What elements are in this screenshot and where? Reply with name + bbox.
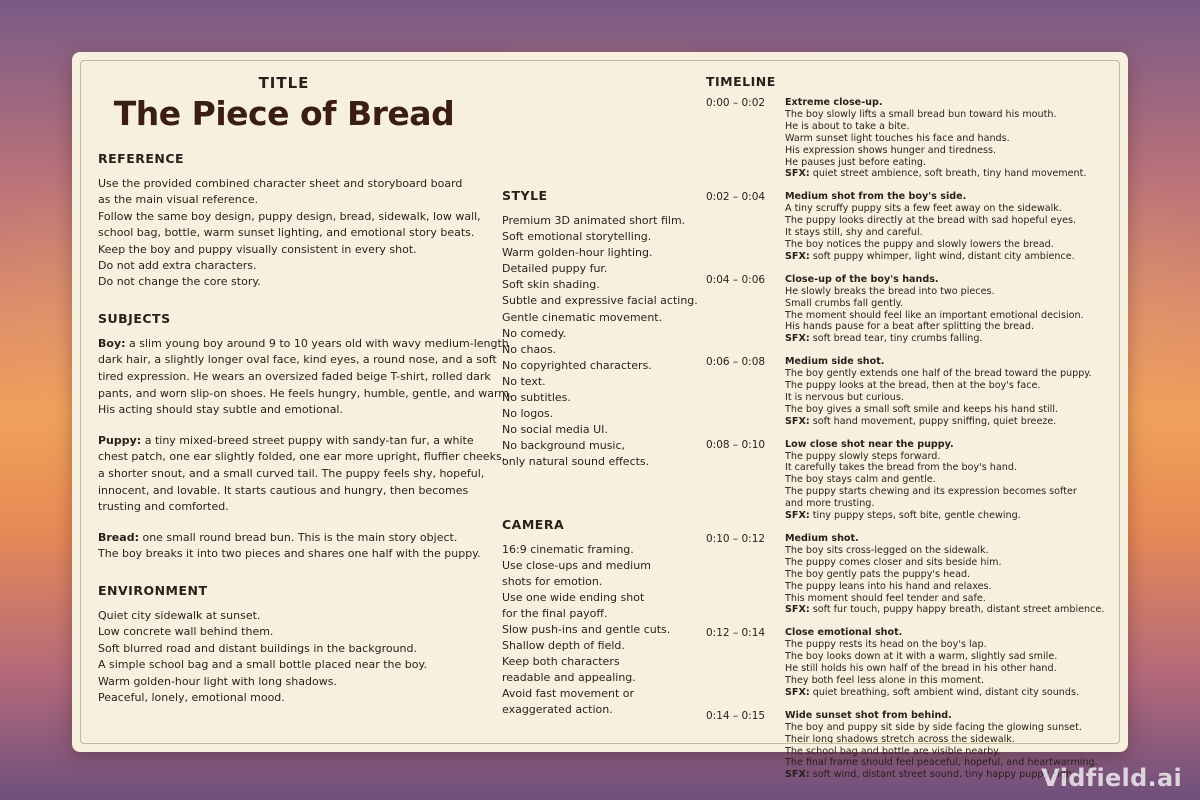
sfx-text: soft hand movement, puppy sniffing, quiet breeze. xyxy=(812,415,1057,427)
timeline-shot: Close-up of the boy's hands. xyxy=(785,273,939,285)
middle-column xyxy=(502,188,698,719)
subject-line: a shorter snout, and a small curved tail. The puppy feels shy, hopeful, xyxy=(98,467,485,480)
timeline-time: 0:12 – 0:14 xyxy=(706,627,766,640)
environment-heading: ENVIRONMENT xyxy=(98,582,208,598)
style-line: No background music, xyxy=(502,439,626,453)
subject-name: Boy: xyxy=(98,336,126,350)
style-line: Warm golden-hour lighting. xyxy=(502,246,653,260)
timeline-line: He still holds his own half of the bread in his other hand. xyxy=(785,663,1057,675)
timeline-line: Small crumbs fall gently. xyxy=(785,297,903,309)
subjects-heading: SUBJECTS xyxy=(98,310,171,326)
timeline-body xyxy=(785,191,1114,262)
subject-line: His acting should stay subtle and emotional. xyxy=(98,403,343,417)
timeline-time: 0:02 – 0:04 xyxy=(706,191,766,204)
timeline-line: The boy slowly lifts a small bread bun toward his mouth. xyxy=(785,108,1057,120)
subjects-section xyxy=(98,310,513,563)
timeline-line: He is about to take a bite. xyxy=(785,120,910,132)
timeline-line: and more trusting. xyxy=(785,498,875,510)
subject-line: tired expression. He wears an oversized faded beige T-shirt, rolled dark xyxy=(98,370,491,384)
timeline-sfx xyxy=(785,251,1114,263)
style-line: Soft skin shading. xyxy=(502,278,600,292)
timeline-time: 0:06 – 0:08 xyxy=(706,356,766,369)
timeline-sfx xyxy=(785,168,1114,180)
environment-section xyxy=(98,583,470,706)
timeline-line: The boy gives a small soft smile and keeps his hand still. xyxy=(785,403,1059,415)
timeline-line: The puppy comes closer and sits beside him. xyxy=(785,556,1002,568)
style-line: only natural sound effects. xyxy=(502,455,650,469)
timeline-time: 0:00 – 0:02 xyxy=(706,97,766,109)
title-label: TITLE xyxy=(258,74,310,92)
timeline-column xyxy=(706,74,1114,792)
timeline-line: The puppy leans into his hand and relaxes. xyxy=(785,580,992,592)
timeline-body xyxy=(785,97,1114,180)
reference-section xyxy=(98,151,481,291)
sfx-text: soft puppy whimper, light wind, distant city ambience. xyxy=(812,250,1075,262)
camera-line: 16:9 cinematic framing. xyxy=(502,542,634,556)
timeline-sfx xyxy=(785,510,1114,522)
sfx-label: SFX: xyxy=(785,333,810,345)
timeline-line: The puppy looks at the bread, then at the boy's face. xyxy=(785,380,1041,392)
style-line: Premium 3D animated short film. xyxy=(502,214,686,227)
camera-line: Keep both characters xyxy=(502,655,620,669)
style-line: Gentle cinematic movement. xyxy=(502,310,663,324)
reference-heading: REFERENCE xyxy=(98,151,185,166)
timeline-line: The boy sits cross-legged on the sidewalk. xyxy=(785,544,989,556)
camera-line: Use one wide ending shot xyxy=(502,590,645,604)
subject-line: one small round bread bun. This is the main story object. xyxy=(142,530,458,544)
timeline-line: It is nervous but curious. xyxy=(785,391,904,403)
timeline-body xyxy=(785,533,1114,616)
timeline-entry xyxy=(706,97,1114,180)
timeline-line: His hands pause for a beat after splitting the bread. xyxy=(785,321,1035,333)
environment-line: Low concrete wall behind them. xyxy=(98,625,274,639)
camera-line: exaggerated action. xyxy=(502,703,613,717)
sfx-label: SFX: xyxy=(785,604,810,616)
timeline-body xyxy=(785,439,1114,522)
subject-line: dark hair, a slightly longer oval face, kind eyes, a round nose, and a soft xyxy=(98,353,497,367)
sfx-text: soft bread tear, tiny crumbs falling. xyxy=(812,333,983,345)
reference-line: Keep the boy and puppy visually consistent in every shot. xyxy=(98,242,417,256)
timeline-shot: Medium shot. xyxy=(785,533,859,544)
environment-line: A simple school bag and a small bottle placed near the boy. xyxy=(98,658,427,672)
timeline-entry xyxy=(706,439,1114,522)
reference-line: Do not add extra characters. xyxy=(98,259,257,273)
subject-line: trusting and comforted. xyxy=(98,500,229,514)
timeline-line: The boy gently pats the puppy's head. xyxy=(785,568,971,580)
subject-puppy xyxy=(98,433,506,516)
timeline-line: They both feel less alone in this moment. xyxy=(785,674,985,686)
timeline-time: 0:10 – 0:12 xyxy=(706,533,766,545)
sfx-label: SFX: xyxy=(785,686,810,698)
style-line: Subtle and expressive facial acting. xyxy=(502,294,698,308)
camera-list xyxy=(502,542,692,719)
prompt-sheet-card xyxy=(72,52,1128,781)
camera-line: Use close-ups and medium xyxy=(502,558,651,572)
timeline-time: 0:08 – 0:10 xyxy=(706,438,766,451)
timeline-heading: TIMELINE xyxy=(706,74,776,89)
reference-line: as the main visual reference. xyxy=(98,193,259,207)
timeline-line: It stays still, shy and careful. xyxy=(785,227,923,239)
subject-line: pants, and worn slip-on shoes. He feels hungry, humble, gentle, and warm. xyxy=(98,386,513,400)
watermark-logo: Vidfield.ai xyxy=(1041,764,1182,792)
style-line: No copyrighted characters. xyxy=(502,358,652,372)
subject-line: a tiny mixed-breed street puppy with sandy-tan fur, a white xyxy=(144,433,474,447)
camera-line: Slow push-ins and gentle cuts. xyxy=(502,622,671,636)
timeline-body xyxy=(785,627,1114,698)
style-line: No subtitles. xyxy=(502,391,571,405)
camera-line: shots for emotion. xyxy=(502,574,603,588)
timeline-line: The boy notices the puppy and slowly lowers the bread. xyxy=(785,238,1054,250)
timeline-line: He pauses just before eating. xyxy=(785,156,927,168)
timeline-body xyxy=(785,274,1114,345)
environment-line: Quiet city sidewalk at sunset. xyxy=(98,608,261,622)
camera-section xyxy=(502,517,692,719)
subject-name: Puppy: xyxy=(98,433,142,447)
camera-line: Avoid fast movement or xyxy=(502,687,635,701)
timeline-line: The boy gently extends one half of the bread toward the puppy. xyxy=(785,368,1092,380)
timeline-line: This moment should feel tender and safe. xyxy=(785,592,986,604)
style-line: No social media UI. xyxy=(502,423,608,437)
timeline-line: Their long shadows stretch across the sidewalk. xyxy=(785,733,1015,745)
timeline-line: Warm sunset light touches his face and hands. xyxy=(785,132,1010,144)
reference-line: Follow the same boy design, puppy design, bread, sidewalk, low wall, xyxy=(98,209,481,223)
timeline-line: He slowly breaks the bread into two pieces. xyxy=(785,285,995,297)
timeline-line: His expression shows hunger and tiredness. xyxy=(785,144,997,156)
timeline-time: 0:14 – 0:15 xyxy=(706,709,766,722)
timeline-shot: Extreme close-up. xyxy=(785,97,883,108)
timeline-entry xyxy=(706,627,1114,698)
sfx-text: soft fur touch, puppy happy breath, distant street ambience. xyxy=(812,604,1105,616)
sfx-label: SFX: xyxy=(785,769,810,781)
subject-name: Bread: xyxy=(98,530,139,544)
timeline-sfx xyxy=(785,687,1114,699)
timeline-line: The puppy rests its head on the boy's lap. xyxy=(785,639,987,651)
style-section xyxy=(502,188,698,471)
style-heading: STYLE xyxy=(502,188,548,203)
reference-line: Use the provided combined character sheet and storyboard board xyxy=(98,177,463,190)
timeline-sfx xyxy=(785,604,1114,616)
timeline-shot: Close emotional shot. xyxy=(785,627,903,639)
sfx-label: SFX: xyxy=(785,168,810,180)
reference-line: Do not change the core story. xyxy=(98,275,261,289)
timeline-entry xyxy=(706,191,1114,262)
timeline-shot: Medium shot from the boy's side. xyxy=(785,191,967,203)
timeline-shot: Low close shot near the puppy. xyxy=(785,438,954,450)
timeline-line: The boy and puppy sit side by side facing the glowing sunset. xyxy=(785,721,1082,733)
timeline-line: It carefully takes the bread from the boy's hand. xyxy=(785,462,1017,474)
timeline-line: The moment should feel like an important emotional decision. xyxy=(785,309,1084,321)
timeline-shot: Medium side shot. xyxy=(785,356,885,368)
left-column xyxy=(98,74,513,726)
subject-line: innocent, and lovable. It starts cautious and hungry, then becomes xyxy=(98,483,469,497)
timeline-line: The puppy looks directly at the bread with sad hopeful eyes. xyxy=(785,215,1077,227)
timeline-entry xyxy=(706,356,1114,427)
environment-line: Soft blurred road and distant buildings in the background. xyxy=(98,641,418,655)
subject-bread xyxy=(98,530,481,563)
timeline-time: 0:04 – 0:06 xyxy=(706,273,766,286)
sfx-label: SFX: xyxy=(785,250,810,262)
timeline-line: The puppy starts chewing and its expression becomes softer xyxy=(785,486,1077,498)
style-line: Detailed puppy fur. xyxy=(502,262,608,276)
timeline-line: The final frame should feel peaceful, hopeful, and heartwarming. xyxy=(785,757,1098,769)
timeline-line: The puppy slowly steps forward. xyxy=(785,450,941,462)
environment-text xyxy=(98,608,470,706)
sfx-text: soft wind, distant street sound, tiny happy puppy sigh. xyxy=(812,769,1076,781)
subject-line: chest patch, one ear slightly folded, one ear more upright, fluffier cheeks, xyxy=(98,450,506,464)
style-line: No chaos. xyxy=(502,342,557,356)
timeline-list xyxy=(706,97,1114,781)
timeline-line: A tiny scruffy puppy sits a few feet away on the sidewalk. xyxy=(785,203,1062,215)
style-line: No comedy. xyxy=(502,326,567,340)
style-list xyxy=(502,213,698,471)
environment-line: Peaceful, lonely, emotional mood. xyxy=(98,691,285,704)
timeline-sfx xyxy=(785,416,1114,428)
environment-line: Warm golden-hour light with long shadows. xyxy=(98,674,337,688)
style-line: No logos. xyxy=(502,407,554,421)
timeline-sfx xyxy=(785,333,1114,345)
sfx-text: quiet breathing, soft ambient wind, distant city sounds. xyxy=(812,686,1080,698)
timeline-shot: Wide sunset shot from behind. xyxy=(785,709,952,721)
style-line: Soft emotional storytelling. xyxy=(502,230,652,244)
timeline-line: The school bag and bottle are visible nearby. xyxy=(785,745,1001,757)
camera-line: readable and appealing. xyxy=(502,671,636,685)
reference-line: school bag, bottle, warm sunset lighting, and emotional story beats. xyxy=(98,226,475,240)
camera-line: Shallow depth of field. xyxy=(502,639,625,653)
timeline-line: The boy looks down at it with a warm, slightly sad smile. xyxy=(785,651,1058,663)
timeline-entry xyxy=(706,274,1114,345)
sfx-text: tiny puppy steps, soft bite, gentle chewing. xyxy=(812,510,1021,522)
timeline-entry xyxy=(706,533,1114,616)
subject-line: a slim young boy around 9 to 10 years old with wavy medium-length xyxy=(129,336,509,350)
camera-line: for the final payoff. xyxy=(502,606,608,620)
timeline-body xyxy=(785,356,1114,427)
timeline-line: The boy stays calm and gentle. xyxy=(785,474,936,486)
sfx-label: SFX: xyxy=(785,510,810,522)
reference-text xyxy=(98,176,481,291)
subject-line: The boy breaks it into two pieces and shares one half with the puppy. xyxy=(98,547,481,561)
sfx-text: quiet street ambience, soft breath, tiny hand movement. xyxy=(812,168,1087,180)
page-title: The Piece of Bread xyxy=(113,94,455,133)
style-line: No text. xyxy=(502,374,546,388)
sfx-label: SFX: xyxy=(785,415,810,427)
camera-heading: CAMERA xyxy=(502,516,565,532)
subject-boy xyxy=(98,336,513,419)
